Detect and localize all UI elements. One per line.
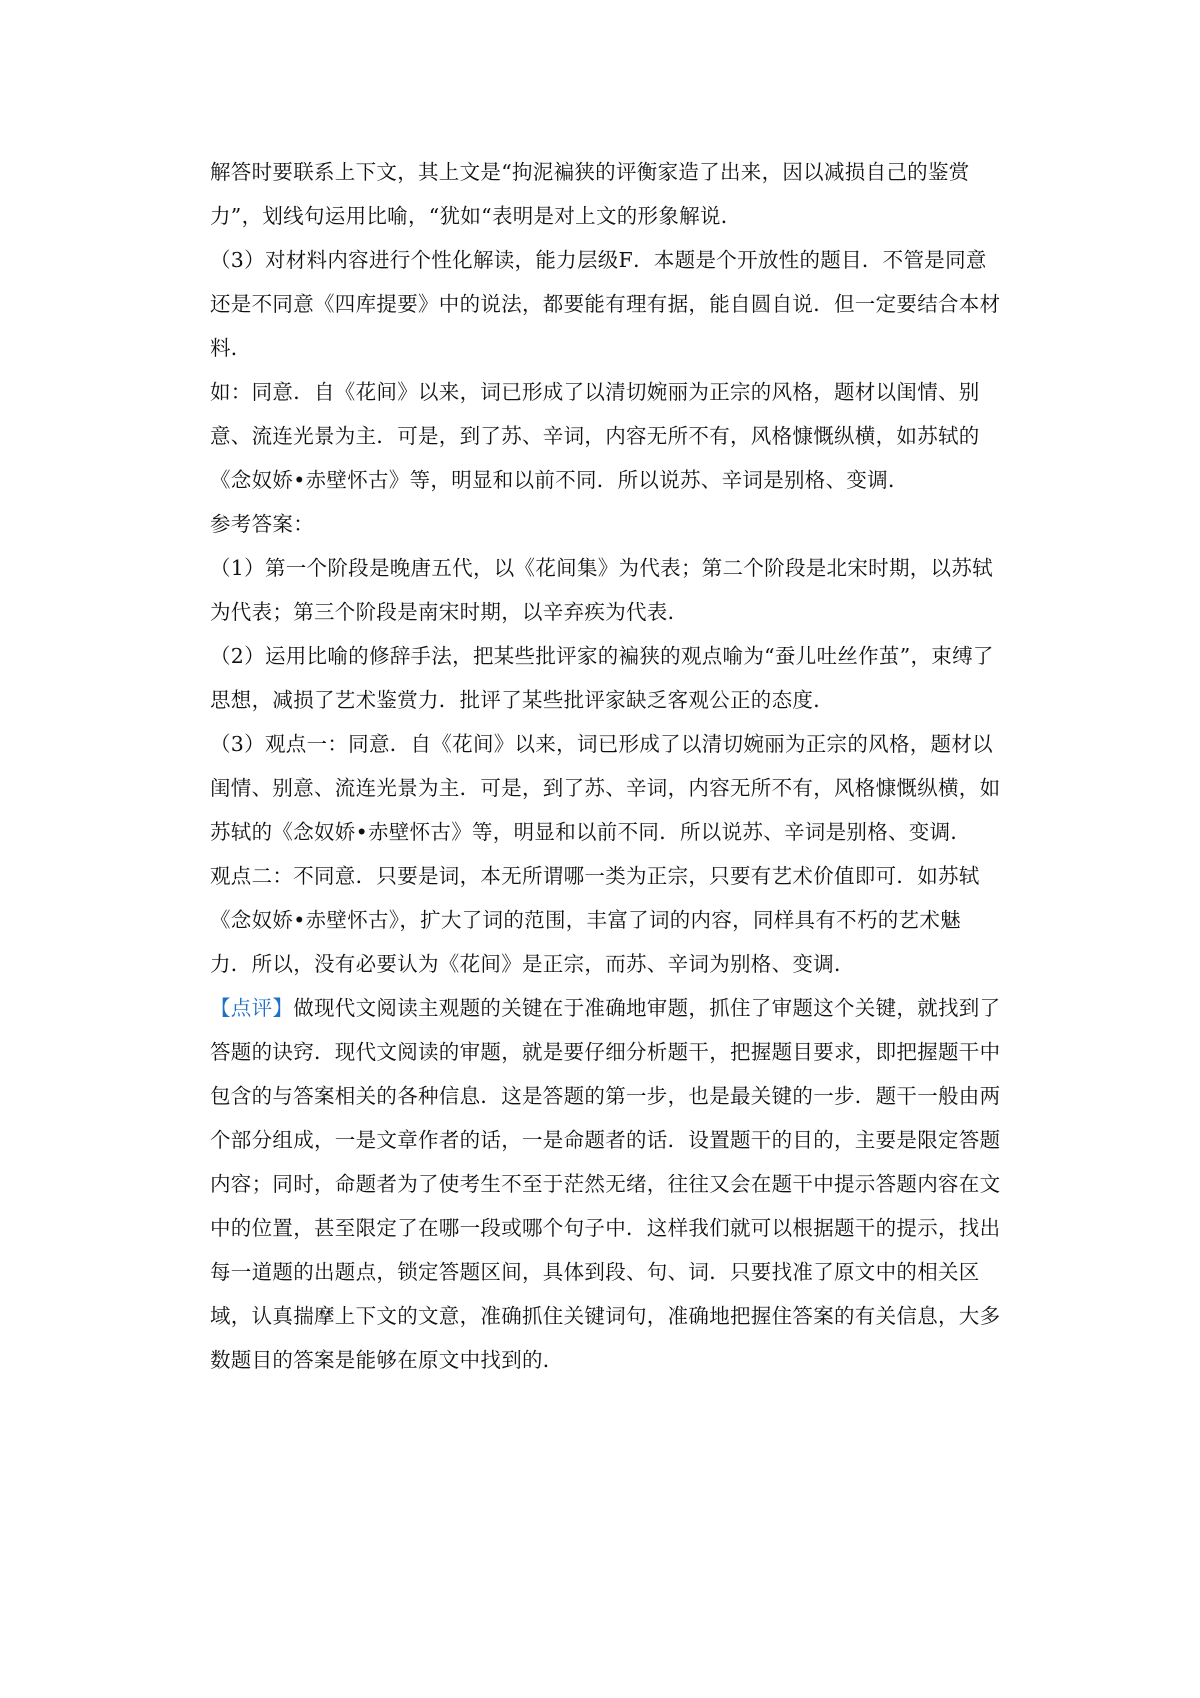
document-page: [210, 150, 1010, 1382]
answer-heading: 参考答案：: [210, 512, 314, 536]
text-line: 《念奴娇•赤壁怀古》，扩大了词的范围，丰富了词的内容，同样具有不朽的艺术魅: [210, 908, 961, 932]
text-line: （1）第一个阶段是晚唐五代，以《花间集》为代表；第二个阶段是北宋时期，以苏轼: [210, 556, 993, 580]
comment-line: 答题的诀窍．现代文阅读的审题，就是要仔细分析题干，把握题目要求，即把握题干中: [210, 1040, 1001, 1064]
text-line: （3）观点一：同意．自《花间》以来，词已形成了以清切婉丽为正宗的风格，题材以: [210, 732, 993, 756]
text-line: 料．: [210, 336, 252, 360]
comment-line: 每一道题的出题点，锁定答题区间，具体到段、句、词．只要找准了原文中的相关区: [210, 1260, 980, 1284]
text-line: 力”，划线句运用比喻，“犹如“表明是对上文的形象解说．: [210, 204, 742, 228]
comment-line: 包含的与答案相关的各种信息．这是答题的第一步，也是最关键的一步．题干一般由两: [210, 1084, 1001, 1108]
text-line: 力．所以，没有必要认为《花间》是正宗，而苏、辛词为别格、变调．: [210, 952, 855, 976]
text-line: 思想，减损了艺术鉴赏力．批评了某些批评家缺乏客观公正的态度．: [210, 688, 834, 712]
comment-tag: 【点评】: [210, 996, 294, 1020]
text-line: （2）运用比喻的修辞手法，把某些批评家的褊狭的观点喻为“蚕儿吐丝作茧”，束缚了: [210, 644, 994, 668]
comment-line: 个部分组成，一是文章作者的话，一是命题者的话．设置题干的目的，主要是限定答题: [210, 1128, 1001, 1152]
text-line: 闺情、别意、流连光景为主．可是，到了苏、辛词，内容无所不有，风格慷慨纵横，如: [210, 776, 1001, 800]
comment-first-text: 做现代文阅读主观题的关键在于准确地审题，抓住了审题这个关键，就找到了: [293, 996, 1001, 1020]
comment-first-line: [210, 986, 1010, 1030]
comment-line: 内容；同时，命题者为了使考生不至于茫然无绪，往往又会在题干中提示答题内容在文: [210, 1172, 1001, 1196]
comment-line: 域，认真揣摩上下文的文意，准确抓住关键词句，准确地把握住答案的有关信息，大多: [210, 1304, 1001, 1328]
comment-line: 中的位置，甚至限定了在哪一段或哪个句子中．这样我们就可以根据题干的提示，找出: [210, 1216, 1001, 1240]
text-line: 还是不同意《四库提要》中的说法，都要能有理有据，能自圆自说．但一定要结合本材: [210, 292, 1001, 316]
text-line: 如：同意．自《花间》以来，词已形成了以清切婉丽为正宗的风格，题材以闺情、别: [210, 380, 980, 404]
text-line: 《念奴娇•赤壁怀古》等，明显和以前不同．所以说苏、辛词是别格、变调．: [210, 468, 909, 492]
text-line: 观点二：不同意．只要是词，本无所谓哪一类为正宗，只要有艺术价值即可．如苏轼: [210, 864, 980, 888]
text-line: 意、流连光景为主．可是，到了苏、辛词，内容无所不有，风格慷慨纵横，如苏轼的: [210, 424, 980, 448]
comment-line: 数题目的答案是能够在原文中找到的．: [210, 1348, 564, 1372]
text-line: 为代表；第三个阶段是南宋时期，以辛弃疾为代表．: [210, 600, 689, 624]
text-line: 解答时要联系上下文，其上文是“拘泥褊狭的评衡家造了出来，因以减损自己的鉴赏: [210, 160, 970, 184]
text-line: （3）对材料内容进行个性化解读，能力层级F．本题是个开放性的题目．不管是同意: [210, 248, 987, 272]
text-line: 苏轼的《念奴娇•赤壁怀古》等，明显和以前不同．所以说苏、辛词是别格、变调．: [210, 820, 972, 844]
